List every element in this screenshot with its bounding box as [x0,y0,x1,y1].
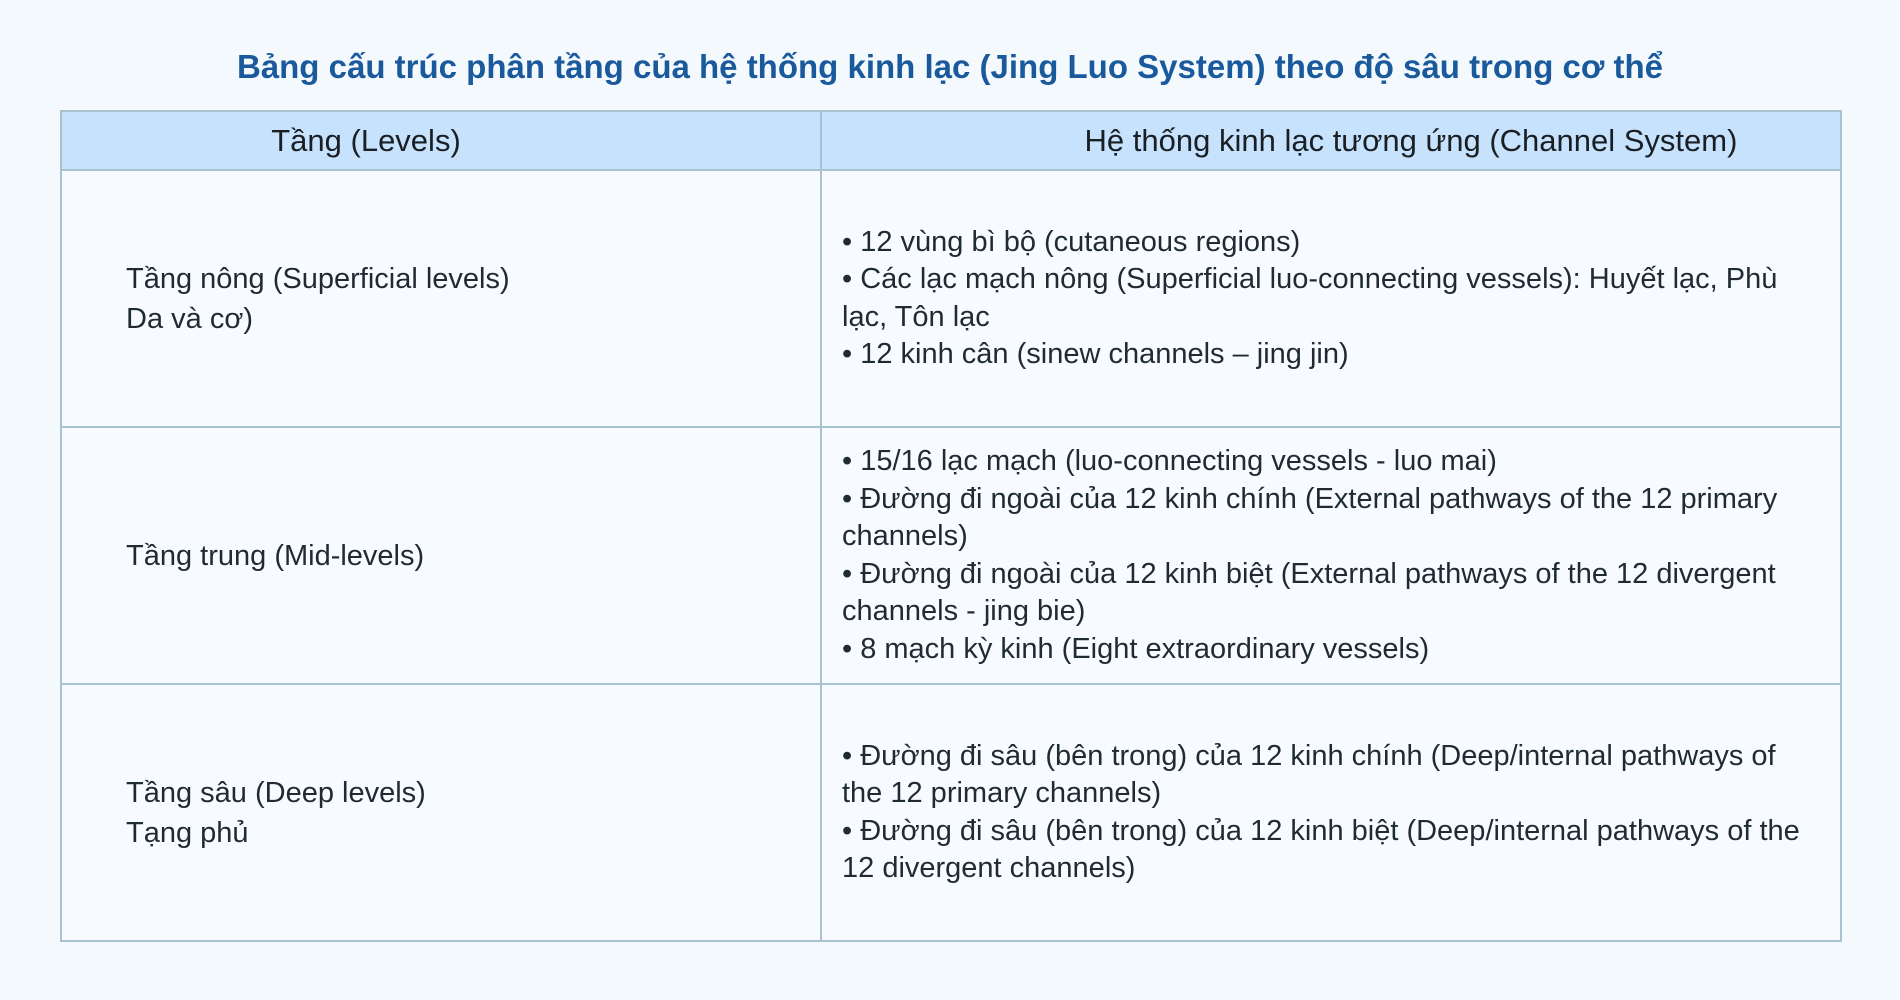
channel-item: • Đường đi sâu (bên trong) của 12 kinh biệt (Deep/internal pathways of the 12 divergent channels) [842,814,1800,884]
table-row [61,170,1841,427]
channel-item: • 8 mạch kỳ kinh (Eight extraordinary vessels) [842,632,1430,665]
channel-item: • Các lạc mạch nông (Superficial luo-connecting vessels): Huyết lạc, Phù lạc, Tôn lạc [842,263,1778,333]
level-name: Tầng sâu (Deep levels) [126,776,426,809]
level-cell-deep [61,684,821,941]
channel-item: • 12 vùng bì bộ (cutaneous regions) [842,225,1301,258]
channel-item: • 12 kinh cân (sinew channels – jing jin) [842,338,1349,370]
channel-item: • Đường đi ngoài của 12 kinh chính (External pathways of the 12 primary channels) [842,482,1778,552]
level-cell-mid [61,427,821,684]
level-name: Tầng trung (Mid-levels) [126,539,425,572]
channel-item: • Đường đi ngoài của 12 kinh biệt (External pathways of the 12 divergent channels - jing bie) [842,557,1776,627]
header-channels: Hệ thống kinh lạc tương ứng (Channel System) [821,111,1841,170]
level-cell-superficial [61,170,821,427]
level-description: Tạng phủ [126,816,249,849]
page-title: Bảng cấu trúc phân tầng của hệ thống kinh lạc (Jing Luo System) theo độ sâu trong cơ thể [236,48,1664,85]
header-levels: Tầng (Levels) [61,111,821,170]
channel-item: • Đường đi sâu (bên trong) của 12 kinh chính (Deep/internal pathways of the 12 primary channels) [842,739,1776,809]
level-description: Da và cơ) [126,302,253,335]
level-name: Tầng nông (Superficial levels) [126,262,510,295]
channel-cell-deep [821,684,1841,941]
channel-cell-mid [821,427,1841,684]
table-header-row [61,111,1841,170]
channel-item: • 15/16 lạc mạch (luo-connecting vessels - luo mai) [842,445,1497,477]
channel-cell-superficial [821,170,1841,427]
table-row [61,427,1841,684]
channel-levels-table [60,110,1842,942]
table-row [61,684,1841,941]
